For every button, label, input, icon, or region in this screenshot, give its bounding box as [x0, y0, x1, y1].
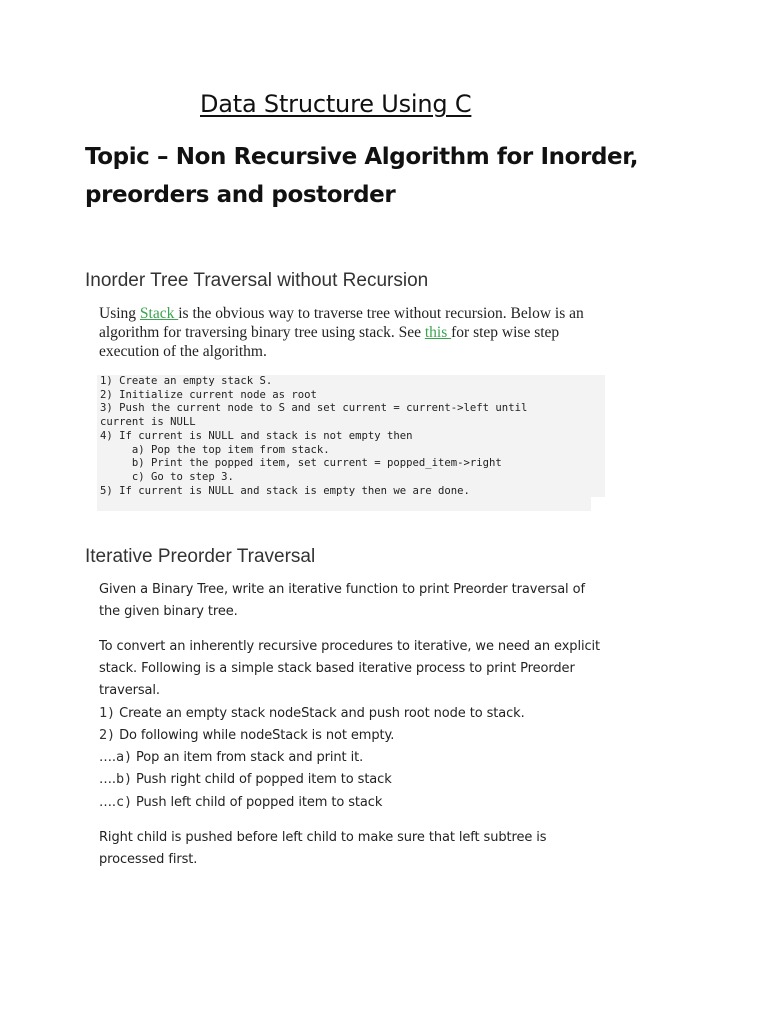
step-text: Pop an item from stack and print it.: [132, 750, 364, 765]
step-marker: b): [115, 771, 132, 787]
step-marker: a): [115, 749, 132, 765]
code-line: b) Print the popped item, set current = popped_item->right: [100, 457, 502, 470]
code-line: c) Go to step 3.: [100, 470, 234, 483]
preorder-step: [99, 724, 394, 747]
step-text: Do following while nodeStack is not empty.: [115, 728, 395, 743]
code-line: 1) Create an empty stack S.: [100, 375, 273, 387]
preorder-step: [99, 746, 363, 769]
step-text: Push left child of popped item to stack: [132, 795, 383, 810]
intro-text-3: for step wise step execution of the algorithm.: [99, 324, 560, 360]
code-line: 4) If current is NULL and stack is not empty then: [100, 429, 413, 442]
step-marker: 1): [99, 705, 116, 721]
inorder-heading: Inorder Tree Traversal without Recursion: [85, 270, 429, 291]
preorder-para-2: To convert an inherently recursive procedures to iterative, we need an explicit stack. Following is a simple stack based iterative process to print Preorder traversal.: [99, 639, 601, 698]
code-line: 3) Push the current node to S and set current = current->left until: [100, 402, 528, 415]
preorder-heading: Iterative Preorder Traversal: [85, 546, 316, 567]
step-prefix: ….: [99, 795, 116, 810]
intro-text-2: is the obvious way to traverse tree without recursion. Below is an algorithm for traversing binary tree using stack. See: [99, 305, 584, 341]
step-text: Push right child of popped item to stack: [132, 772, 392, 787]
topic-heading: Topic – Non Recursive Algorithm for Inorder, preorders and postorder: [85, 144, 639, 208]
step-prefix: ….: [99, 750, 116, 765]
code-line: 2) Initialize current node as root: [100, 388, 317, 401]
preorder-step: [99, 768, 392, 791]
step-marker: 2): [99, 727, 116, 743]
intro-text-1: Using: [99, 305, 140, 322]
preorder-step: [99, 702, 525, 725]
inorder-intro: [99, 304, 604, 361]
stack-link[interactable]: Stack: [139, 305, 179, 322]
code-line: 5) If current is NULL and stack is empty then we are done.: [100, 484, 470, 497]
code-block: [97, 375, 591, 511]
this-link[interactable]: this: [424, 324, 452, 341]
page-title: Data Structure Using C: [200, 90, 472, 118]
preorder-step: [99, 791, 382, 814]
code-line: a) Pop the top item from stack.: [100, 443, 330, 456]
step-prefix: ….: [99, 772, 116, 787]
preorder-para-1: Given a Binary Tree, write an iterative function to print Preorder traversal of the given binary tree.: [99, 582, 585, 619]
step-text: Create an empty stack nodeStack and push root node to stack.: [115, 706, 525, 721]
preorder-para-3: Right child is pushed before left child to make sure that left subtree is processed first.: [99, 830, 547, 867]
code-line: current is NULL: [100, 416, 196, 429]
step-marker: c): [115, 794, 132, 810]
